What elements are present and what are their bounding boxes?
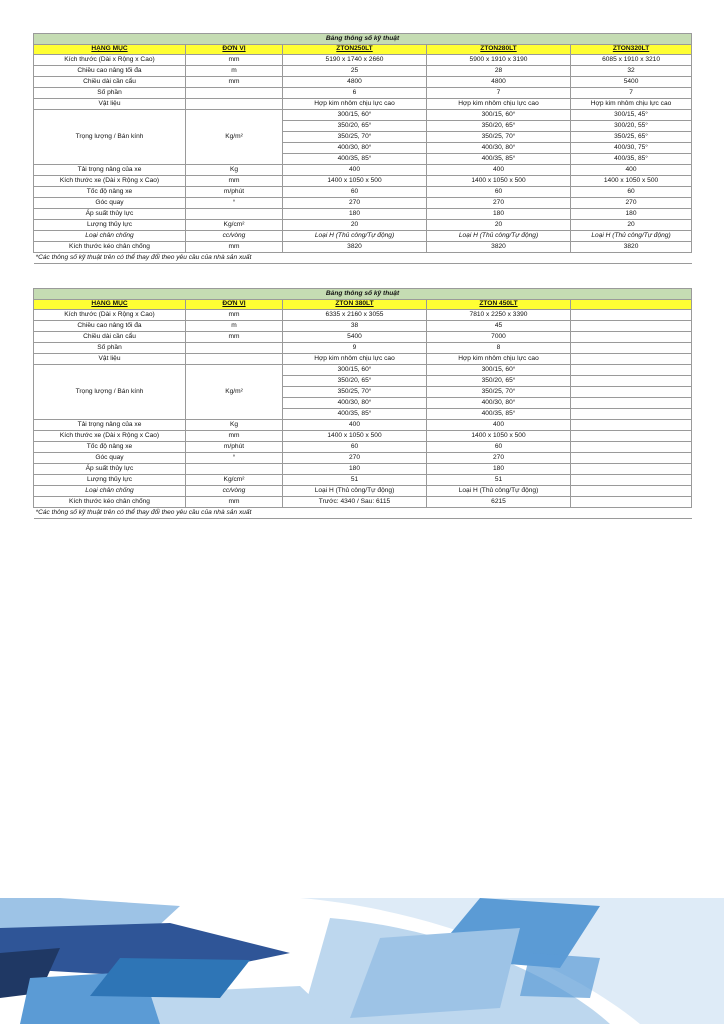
table-row — [34, 497, 692, 508]
table-row — [34, 66, 692, 77]
header-unit: ĐƠN VỊ — [186, 45, 283, 55]
row-value: 6335 x 2160 x 3055 — [283, 310, 427, 321]
row-unit: mm — [186, 310, 283, 321]
table-row — [34, 442, 692, 453]
row-value-empty — [571, 409, 692, 420]
row-unit: Kg/m² — [186, 110, 283, 165]
row-label: Tải trọng nâng của xe — [34, 165, 186, 176]
row-value: 7 — [571, 88, 692, 99]
table-row — [34, 453, 692, 464]
row-value-empty — [571, 453, 692, 464]
header-unit: ĐƠN VỊ — [186, 300, 283, 310]
row-label: Chiều cao nâng tối đa — [34, 321, 186, 332]
row-value: Hợp kim nhôm chịu lực cao — [283, 99, 427, 110]
row-unit: mm — [186, 242, 283, 253]
row-label: Kích thước xe (Dài x Rộng x Cao) — [34, 431, 186, 442]
row-value: 350/20, 65° — [283, 121, 427, 132]
header-category: HẠNG MỤC — [34, 45, 186, 55]
row-unit: mm — [186, 77, 283, 88]
row-value-empty — [571, 321, 692, 332]
row-value: 60 — [427, 187, 571, 198]
row-value: 51 — [427, 475, 571, 486]
row-unit — [186, 209, 283, 220]
row-unit: m/phút — [186, 442, 283, 453]
row-value: 180 — [427, 209, 571, 220]
row-unit: Kg — [186, 165, 283, 176]
row-label: Loại chân chống — [34, 231, 186, 242]
row-unit: ° — [186, 453, 283, 464]
row-value: 180 — [571, 209, 692, 220]
row-label: Tốc độ nâng xe — [34, 442, 186, 453]
row-value: 25 — [283, 66, 427, 77]
row-value: 20 — [427, 220, 571, 231]
row-unit: m — [186, 321, 283, 332]
table-title: Bảng thông số kỹ thuật — [34, 289, 692, 300]
row-value-empty — [571, 442, 692, 453]
table-row — [34, 464, 692, 475]
header-model: ZTON280LT — [427, 45, 571, 55]
header-model: ZTON 450LT — [427, 300, 571, 310]
row-label: Kích thước xe (Dài x Rộng x Cao) — [34, 176, 186, 187]
row-unit — [186, 354, 283, 365]
table-row — [34, 365, 692, 376]
spec-table-1 — [33, 33, 692, 264]
table-note: *Các thông số kỹ thuật trên có thể thay đổi theo yêu cầu của nhà sản xuất — [34, 508, 692, 519]
row-value: 6 — [283, 88, 427, 99]
row-value: 5400 — [571, 77, 692, 88]
row-value: 6085 x 1910 x 3210 — [571, 55, 692, 66]
row-value: 270 — [427, 453, 571, 464]
row-unit: mm — [186, 176, 283, 187]
row-label: Loại chân chống — [34, 486, 186, 497]
row-unit: m/phút — [186, 187, 283, 198]
header-model: ZTON320LT — [571, 45, 692, 55]
row-unit: Kg/m² — [186, 365, 283, 420]
table-row — [34, 88, 692, 99]
table-title: Bảng thông số kỹ thuật — [34, 34, 692, 45]
row-value: 20 — [283, 220, 427, 231]
row-value: 20 — [571, 220, 692, 231]
header-model-empty — [571, 300, 692, 310]
row-unit: ° — [186, 198, 283, 209]
row-value: 7810 x 2250 x 3390 — [427, 310, 571, 321]
table-row — [34, 187, 692, 198]
row-value: 270 — [283, 198, 427, 209]
row-value: 5400 — [283, 332, 427, 343]
row-value: 350/25, 70° — [427, 132, 571, 143]
row-value: 3820 — [571, 242, 692, 253]
row-value: 60 — [427, 442, 571, 453]
row-label: Kích thước (Dài x Rộng x Cao) — [34, 55, 186, 66]
row-value: 300/15, 60° — [427, 110, 571, 121]
row-label: Số phần — [34, 343, 186, 354]
row-unit: mm — [186, 55, 283, 66]
row-value: Loại H (Thủ công/Tự động) — [283, 231, 427, 242]
row-value: 400 — [427, 165, 571, 176]
table-row — [34, 165, 692, 176]
row-value: 400 — [283, 165, 427, 176]
row-unit: cc/vòng — [186, 231, 283, 242]
row-value: Loại H (Thủ công/Tự động) — [571, 231, 692, 242]
table-note-row — [34, 508, 692, 519]
row-value: 400/30, 80° — [427, 398, 571, 409]
row-unit: mm — [186, 332, 283, 343]
row-value: Hợp kim nhôm chịu lực cao — [427, 354, 571, 365]
row-value-empty — [571, 486, 692, 497]
table-row — [34, 231, 692, 242]
row-value: 400/30, 80° — [283, 143, 427, 154]
row-unit: mm — [186, 431, 283, 442]
row-unit — [186, 99, 283, 110]
table-row — [34, 176, 692, 187]
row-unit: m — [186, 66, 283, 77]
table-row — [34, 310, 692, 321]
row-value: 7 — [427, 88, 571, 99]
row-label: Lượng thủy lực — [34, 475, 186, 486]
row-label: Áp suất thủy lực — [34, 209, 186, 220]
table-row — [34, 209, 692, 220]
row-value: 1400 x 1050 x 500 — [283, 431, 427, 442]
row-label: Vật liệu — [34, 354, 186, 365]
header-model: ZTON250LT — [283, 45, 427, 55]
row-value: 60 — [571, 187, 692, 198]
row-value: 180 — [427, 464, 571, 475]
row-value: 1400 x 1050 x 500 — [571, 176, 692, 187]
row-unit: Kg/cm² — [186, 220, 283, 231]
row-value: 60 — [283, 187, 427, 198]
row-value: 300/15, 45° — [571, 110, 692, 121]
row-value-empty — [571, 332, 692, 343]
row-value-empty — [571, 431, 692, 442]
table-row — [34, 198, 692, 209]
table-note-row — [34, 253, 692, 264]
row-value: 270 — [427, 198, 571, 209]
row-value-empty — [571, 310, 692, 321]
row-value: 180 — [283, 464, 427, 475]
row-value: 350/25, 70° — [427, 387, 571, 398]
row-value: 350/25, 65° — [571, 132, 692, 143]
row-value: 4800 — [427, 77, 571, 88]
row-value: 350/25, 70° — [283, 132, 427, 143]
row-value: 5190 x 1740 x 2660 — [283, 55, 427, 66]
row-unit — [186, 88, 283, 99]
row-value: Hợp kim nhôm chịu lực cao — [283, 354, 427, 365]
row-label: Góc quay — [34, 198, 186, 209]
footer-shape — [520, 953, 600, 998]
table-row — [34, 321, 692, 332]
table-row — [34, 420, 692, 431]
row-value-empty — [571, 376, 692, 387]
row-value-empty — [571, 354, 692, 365]
row-value: 5900 x 1910 x 3190 — [427, 55, 571, 66]
row-label: Góc quay — [34, 453, 186, 464]
row-value: 400 — [571, 165, 692, 176]
spec-table-2 — [33, 288, 692, 519]
table-row — [34, 332, 692, 343]
footer-decoration — [0, 898, 724, 1024]
row-value: 6215 — [427, 497, 571, 508]
table-row — [34, 242, 692, 253]
row-unit — [186, 464, 283, 475]
table-row — [34, 354, 692, 365]
row-value: Loại H (Thủ công/Tự động) — [427, 486, 571, 497]
row-value: 400/35, 85° — [571, 154, 692, 165]
row-value: Hợp kim nhôm chịu lực cao — [571, 99, 692, 110]
table-row — [34, 77, 692, 88]
row-value: 350/20, 65° — [427, 376, 571, 387]
row-value-empty — [571, 398, 692, 409]
row-value: 300/15, 60° — [283, 110, 427, 121]
row-label: Vật liệu — [34, 99, 186, 110]
row-value: 400/35, 85° — [427, 409, 571, 420]
table-title-row — [34, 34, 692, 45]
row-label: Số phần — [34, 88, 186, 99]
row-value: 400 — [283, 420, 427, 431]
row-label: Trọng lượng / Bán kính — [34, 365, 186, 420]
row-value: 270 — [571, 198, 692, 209]
table-row — [34, 343, 692, 354]
header-category: HẠNG MỤC — [34, 300, 186, 310]
row-value: 400/35, 85° — [283, 409, 427, 420]
row-value: 7000 — [427, 332, 571, 343]
row-unit: cc/vòng — [186, 486, 283, 497]
table-row — [34, 99, 692, 110]
row-value: 32 — [571, 66, 692, 77]
row-unit: Kg/cm² — [186, 475, 283, 486]
row-value: 1400 x 1050 x 500 — [283, 176, 427, 187]
row-value-empty — [571, 343, 692, 354]
row-unit: Kg — [186, 420, 283, 431]
row-value: 400/30, 80° — [427, 143, 571, 154]
table-row — [34, 110, 692, 121]
table-title-row — [34, 289, 692, 300]
row-value: 400/30, 75° — [571, 143, 692, 154]
row-value: 3820 — [427, 242, 571, 253]
row-value-empty — [571, 464, 692, 475]
row-value: Hợp kim nhôm chịu lực cao — [427, 99, 571, 110]
row-label: Tốc độ nâng xe — [34, 187, 186, 198]
row-value: 400/30, 80° — [283, 398, 427, 409]
row-label: Chiều dài cần cẩu — [34, 332, 186, 343]
row-value: 3820 — [283, 242, 427, 253]
row-value: 8 — [427, 343, 571, 354]
row-label: Lượng thủy lực — [34, 220, 186, 231]
row-value: 350/20, 65° — [283, 376, 427, 387]
table-row — [34, 55, 692, 66]
row-value: 400/35, 85° — [427, 154, 571, 165]
row-value-empty — [571, 497, 692, 508]
row-value: 300/15, 60° — [283, 365, 427, 376]
row-value: 9 — [283, 343, 427, 354]
row-value: 4800 — [283, 77, 427, 88]
row-value: 400/35, 85° — [283, 154, 427, 165]
row-label: Kích thước kéo chân chống — [34, 242, 186, 253]
table-header-row — [34, 300, 692, 310]
row-value: 51 — [283, 475, 427, 486]
row-unit — [186, 343, 283, 354]
table-row — [34, 220, 692, 231]
row-value: Loại H (Thủ công/Tự động) — [427, 231, 571, 242]
table-note: *Các thông số kỹ thuật trên có thể thay đổi theo yêu cầu của nhà sản xuất — [34, 253, 692, 264]
row-label: Kích thước (Dài x Rộng x Cao) — [34, 310, 186, 321]
row-value: 28 — [427, 66, 571, 77]
row-label: Chiều cao nâng tối đa — [34, 66, 186, 77]
table-row — [34, 431, 692, 442]
row-unit: mm — [186, 497, 283, 508]
row-value: 300/20, 55° — [571, 121, 692, 132]
row-value: 38 — [283, 321, 427, 332]
row-value: 270 — [283, 453, 427, 464]
row-value: 45 — [427, 321, 571, 332]
row-value-empty — [571, 475, 692, 486]
row-label: Tải trọng nâng của xe — [34, 420, 186, 431]
row-value: 1400 x 1050 x 500 — [427, 431, 571, 442]
row-value: Loại H (Thủ công/Tự động) — [283, 486, 427, 497]
row-label: Áp suất thủy lực — [34, 464, 186, 475]
row-value: 350/20, 65° — [427, 121, 571, 132]
table-row — [34, 486, 692, 497]
row-value: Trước: 4340 / Sau: 6115 — [283, 497, 427, 508]
row-value: 300/15, 60° — [427, 365, 571, 376]
row-label: Kích thước kéo chân chống — [34, 497, 186, 508]
row-value: 180 — [283, 209, 427, 220]
table-row — [34, 475, 692, 486]
row-value-empty — [571, 387, 692, 398]
table-header-row — [34, 45, 692, 55]
row-value-empty — [571, 365, 692, 376]
row-value: 60 — [283, 442, 427, 453]
row-value: 400 — [427, 420, 571, 431]
row-label: Chiều dài cần cẩu — [34, 77, 186, 88]
row-value-empty — [571, 420, 692, 431]
row-value: 1400 x 1050 x 500 — [427, 176, 571, 187]
row-label: Trọng lượng / Bán kính — [34, 110, 186, 165]
header-model: ZTON 380LT — [283, 300, 427, 310]
row-value: 350/25, 70° — [283, 387, 427, 398]
